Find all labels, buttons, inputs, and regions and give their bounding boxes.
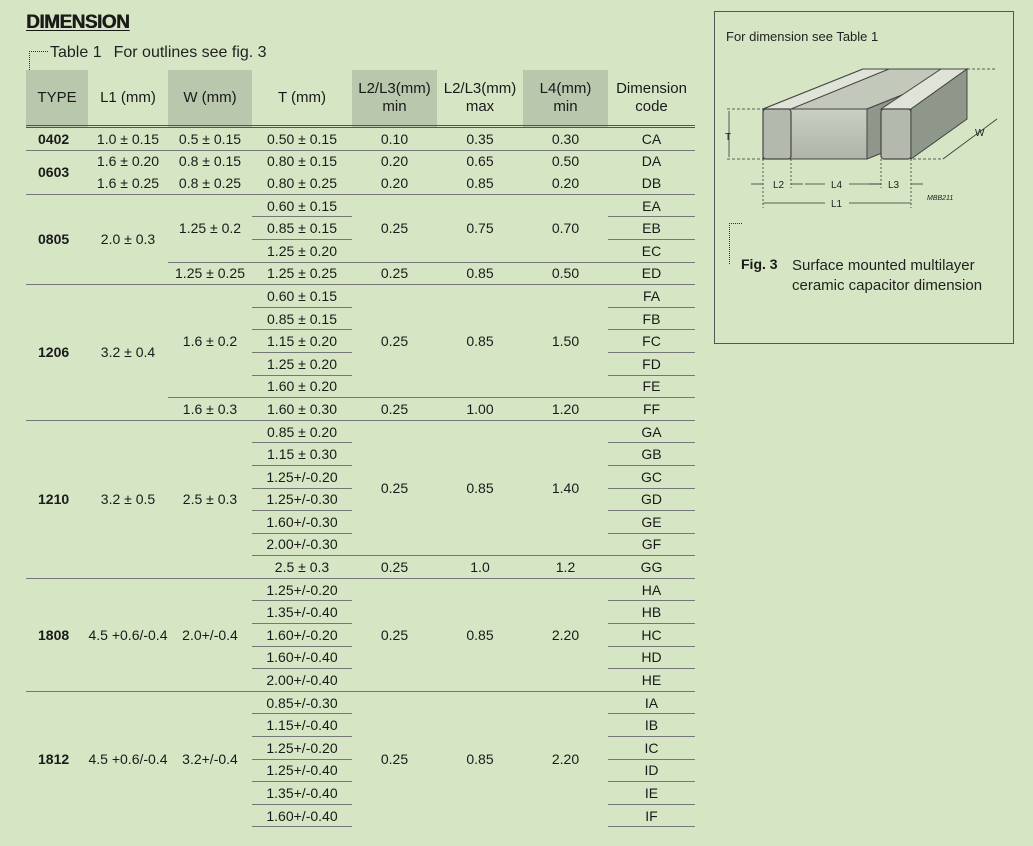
l23-min-cell: 0.20	[380, 174, 409, 191]
t-cell: 1.60+/-0.40	[252, 804, 352, 827]
l23-min-cell: 0.25	[352, 556, 437, 579]
dimension-code-cell: ED	[608, 262, 695, 285]
l23-min-cell: 0.25	[352, 691, 437, 827]
table-row	[26, 420, 695, 443]
l23-max-cell: 0.85	[437, 262, 523, 285]
l23-min-cell: 0.25	[352, 398, 437, 421]
l23-max-cell: 0.85	[437, 420, 523, 556]
figure-note: For dimension see Table 1	[726, 29, 879, 44]
dimension-code-cell: GG	[608, 556, 695, 579]
t-cell: 1.25+/-0.30	[252, 488, 352, 511]
l23-max-cell: 1.00	[437, 398, 523, 421]
col-l1: L1 (mm)	[88, 70, 168, 127]
l4-min-cell: 1.20	[523, 398, 608, 421]
l23-min-cell: 0.25	[352, 194, 437, 262]
t-label: T	[725, 132, 732, 143]
l1-cell: 1.0 ± 0.15	[88, 127, 168, 151]
section-heading: DIMENSION	[26, 12, 130, 33]
l23-min-cell: 0.25	[352, 420, 437, 556]
dimension-code-cell: HE	[608, 669, 695, 692]
t-cell: 1.25 ± 0.20	[252, 352, 352, 375]
dimension-code-cell: HA	[608, 578, 695, 601]
dimension-code-cell: IB	[608, 714, 695, 737]
t-cell: 1.15+/-0.40	[252, 714, 352, 737]
figure-caption-text: Surface mounted multilayer ceramic capacitor dimension	[792, 257, 983, 294]
t-cell: 0.85 ± 0.15	[252, 307, 352, 330]
l23-max-cell: 1.0	[437, 556, 523, 579]
t-cell: 1.25+/-0.20	[252, 465, 352, 488]
figure-ref-code: MBB211	[927, 195, 954, 202]
w-cell: 0.8 ± 0.25	[178, 174, 242, 191]
w-cell: 2.5 ± 0.3	[168, 420, 252, 578]
dimension-code-cell: GE	[608, 511, 695, 534]
type-cell: 0402	[26, 127, 88, 151]
l4-min-cell: 0.20	[551, 174, 580, 191]
dimension-code-cell: DB	[641, 174, 662, 191]
dimension-code-cell: FC	[608, 330, 695, 353]
l23-max-cell: 0.85	[437, 285, 523, 398]
table-caption	[50, 44, 267, 62]
l4-min-cell: 2.20	[523, 578, 608, 691]
dimension-code-cell: FF	[608, 398, 695, 421]
t-cell: 1.15 ± 0.30	[252, 443, 352, 466]
table-caption-text: For outlines see fig. 3	[113, 44, 267, 61]
col-l4-min: L4(mm) min	[523, 70, 608, 127]
l4-label: L4	[831, 180, 843, 191]
l23-max-cell: 0.85	[437, 578, 523, 691]
l1-cell: 4.5 +0.6/-0.4	[88, 578, 168, 691]
dimension-code-cell: IF	[608, 804, 695, 827]
t-cell: 1.25 ± 0.20	[252, 239, 352, 262]
col-w: W (mm)	[168, 70, 252, 127]
dimension-code-cell: FA	[608, 285, 695, 308]
l4-min-cell: 1.40	[523, 420, 608, 556]
table-row	[26, 127, 695, 151]
t-cell: 2.5 ± 0.3	[252, 556, 352, 579]
l23-max-cell: 0.65	[437, 150, 523, 172]
t-cell: 1.35+/-0.40	[252, 601, 352, 624]
w-cell: 1.6 ± 0.2	[168, 285, 252, 398]
dimension-code-cell: FE	[608, 375, 695, 398]
l1-cell: 3.2 ± 0.4	[88, 285, 168, 421]
t-cell: 0.80 ± 0.15	[252, 150, 352, 172]
t-cell: 0.85+/-0.30	[252, 691, 352, 714]
figure-box	[714, 11, 1014, 344]
dimension-code-cell: HB	[608, 601, 695, 624]
type-cell: 1210	[26, 420, 88, 578]
table-row	[26, 578, 695, 601]
l23-min-cell: 0.25	[352, 285, 437, 398]
table-header-row	[26, 70, 695, 127]
table-row	[26, 691, 695, 714]
l4-min-cell: 0.70	[523, 194, 608, 262]
table-row	[26, 150, 695, 172]
dimension-code-cell: IE	[608, 782, 695, 805]
col-t: T (mm)	[252, 70, 352, 127]
figure-caption-label: Fig. 3	[741, 256, 778, 272]
t-cell: 1.25+/-0.20	[252, 578, 352, 601]
dimension-code-cell: EA	[608, 194, 695, 217]
dimension-code-cell: IC	[608, 737, 695, 760]
table-body	[26, 127, 695, 827]
w-cell: 1.6 ± 0.3	[168, 398, 252, 421]
l23-min-cell: 0.25	[352, 262, 437, 285]
t-cell: 1.25+/-0.40	[252, 759, 352, 782]
l1-cell: 2.0 ± 0.3	[88, 194, 168, 284]
t-cell: 1.60+/-0.30	[252, 511, 352, 534]
table-row	[26, 194, 695, 217]
dimension-code-cell: GF	[608, 533, 695, 556]
right-terminal-front	[881, 109, 911, 159]
t-cell: 1.15 ± 0.20	[252, 330, 352, 353]
l1-cell: 1.6 ± 0.25	[96, 174, 160, 191]
t-cell: 0.60 ± 0.15	[252, 194, 352, 217]
w-cell: 0.8 ± 0.15	[168, 150, 252, 172]
dimension-code-cell: ID	[608, 759, 695, 782]
col-l23-max: L2/L3(mm) max	[437, 70, 523, 127]
l23-min-cell: 0.10	[352, 127, 437, 151]
col-dimension-code: Dimension code	[608, 70, 695, 127]
dimension-code-cell: EB	[608, 217, 695, 240]
dimension-table	[26, 70, 695, 827]
t-cell: 2.00+/-0.40	[252, 669, 352, 692]
l23-max-cell: 0.85	[437, 691, 523, 827]
l1-cell: 3.2 ± 0.5	[88, 420, 168, 578]
t-cell: 1.25 ± 0.25	[252, 262, 352, 285]
w-cell: 0.5 ± 0.15	[168, 127, 252, 151]
table-number: Table 1	[50, 44, 102, 61]
capacitor-diagram	[715, 52, 1013, 227]
col-l23-min: L2/L3(mm) min	[352, 70, 437, 127]
caption-bracket	[29, 51, 48, 70]
w-cell: 2.0+/-0.4	[168, 578, 252, 691]
w-cell: 3.2+/-0.4	[168, 691, 252, 827]
t-cell: 1.25+/-0.20	[252, 737, 352, 760]
l1-cell: 1.6 ± 0.20	[88, 150, 168, 172]
t-cell: 1.60 ± 0.20	[252, 375, 352, 398]
l23-min-cell: 0.20	[352, 150, 437, 172]
t-cell: 0.80 ± 0.25	[267, 174, 337, 191]
dimension-code-cell: GB	[608, 443, 695, 466]
type-cell: 1206	[26, 285, 88, 421]
left-terminal-front	[763, 109, 791, 159]
l3-label: L3	[888, 180, 900, 191]
l4-min-cell: 1.2	[523, 556, 608, 579]
l23-max-cell: 0.35	[437, 127, 523, 151]
l2-label: L2	[773, 180, 785, 191]
col-type: TYPE	[26, 70, 88, 127]
t-cell: 1.60 ± 0.30	[252, 398, 352, 421]
dimension-code-cell: GC	[608, 465, 695, 488]
l1-cell: 4.5 +0.6/-0.4	[88, 691, 168, 827]
l23-max-cell: 0.75	[437, 194, 523, 262]
dimension-code-cell: IA	[608, 691, 695, 714]
dimension-code-cell: FD	[608, 352, 695, 375]
table-row	[26, 285, 695, 308]
l4-min-cell: 1.50	[523, 285, 608, 398]
dimension-code-cell: CA	[608, 127, 695, 151]
l4-min-cell: 0.30	[523, 127, 608, 151]
l4-min-cell: 0.50	[523, 150, 608, 172]
t-cell: 1.60+/-0.40	[252, 646, 352, 669]
t-cell: 0.85 ± 0.15	[252, 217, 352, 240]
dimension-code-cell: EC	[608, 239, 695, 262]
dimension-code-cell: DA	[608, 150, 695, 172]
dimension-code-cell: FB	[608, 307, 695, 330]
type-cell: 0805	[26, 194, 88, 284]
dimension-code-cell: HD	[608, 646, 695, 669]
dimension-code-cell: GD	[608, 488, 695, 511]
dimension-code-cell: GA	[608, 420, 695, 443]
type-cell: 1812	[26, 691, 88, 827]
type-cell: 1808	[26, 578, 88, 691]
l1-label: L1	[831, 199, 843, 210]
l4-min-cell: 2.20	[523, 691, 608, 827]
t-cell: 2.00+/-0.30	[252, 533, 352, 556]
l23-min-cell: 0.25	[352, 578, 437, 691]
dimension-code-cell: HC	[608, 624, 695, 647]
t-cell: 0.50 ± 0.15	[252, 127, 352, 151]
t-cell: 1.35+/-0.40	[252, 782, 352, 805]
l23-max-cell: 0.85	[466, 174, 494, 191]
w-cell: 1.25 ± 0.25	[168, 262, 252, 285]
table-row	[26, 172, 695, 194]
w-label: W	[975, 128, 985, 139]
l4-min-cell: 0.50	[523, 262, 608, 285]
type-cell: 0603	[26, 150, 88, 194]
t-cell: 0.60 ± 0.15	[252, 285, 352, 308]
w-cell: 1.25 ± 0.2	[168, 194, 252, 262]
t-cell: 0.85 ± 0.20	[252, 420, 352, 443]
t-cell: 1.60+/-0.20	[252, 624, 352, 647]
